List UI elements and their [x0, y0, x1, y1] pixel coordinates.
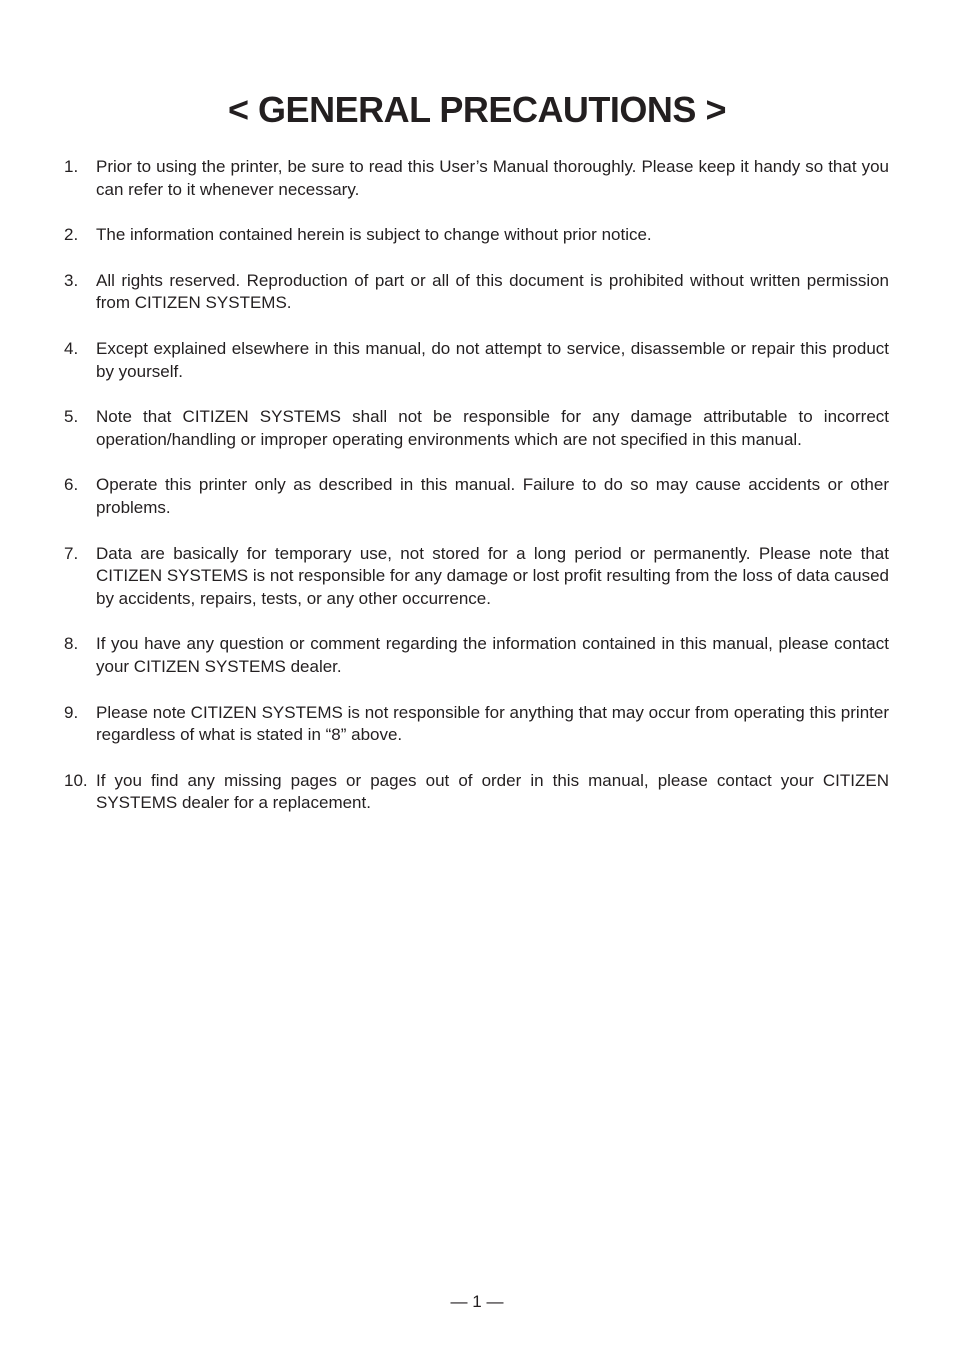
list-item-text: Please note CITIZEN SYSTEMS is not responsible for anything that may occur from operating this printer regardless of what is stated in “8” above. [96, 702, 889, 745]
list-item-number: 6. [64, 475, 79, 495]
list-item-text: If you have any question or comment regarding the information contained in this manual, please contact your CITIZEN SYSTEMS dealer. [96, 634, 889, 676]
list-item-number: 8. [64, 634, 79, 654]
list-item-number: 3. [64, 270, 79, 290]
list-item [64, 270, 889, 315]
list-item-number: 2. [64, 225, 79, 245]
list-item-number: 1. [64, 157, 79, 176]
list-item-number: 9. [64, 702, 79, 722]
list-item [64, 543, 889, 611]
list-item [64, 406, 889, 451]
list-item-number: 5. [64, 407, 79, 427]
precautions-list [64, 156, 889, 838]
list-item [64, 224, 889, 247]
list-item [64, 633, 889, 678]
list-item [64, 474, 889, 519]
list-item-text: Data are basically for temporary use, not stored for a long period or permanently. Please note that CITIZEN SYSTEMS is not responsible for any damage or lost profit resulting from the loss of data caused by accidents, repairs, tests, or any other occurrence. [96, 543, 889, 608]
list-item-text: All rights reserved. Reproduction of part or all of this document is prohibited without written permission from CITIZEN SYSTEMS. [96, 270, 889, 313]
list-item-text: The information contained herein is subject to change without prior notice. [96, 225, 652, 245]
list-item-text: Note that CITIZEN SYSTEMS shall not be responsible for any damage attributable to incorrect operation/handling or improper operating environments which are not specified in this manual. [96, 407, 889, 449]
list-item-text: Operate this printer only as described in this manual. Failure to do so may cause accidents or other problems. [96, 475, 889, 517]
list-item-text: If you find any missing pages or pages out of order in this manual, please contact your CITIZEN SYSTEMS dealer for a replacement. [96, 770, 889, 813]
list-item [64, 770, 889, 815]
list-item [64, 702, 889, 747]
list-item [64, 156, 889, 201]
list-item-number: 7. [64, 543, 79, 563]
list-item-number: 4. [64, 338, 79, 358]
page-title: < GENERAL PRECAUTIONS > [228, 89, 726, 130]
list-item-text: Prior to using the printer, be sure to read this User’s Manual thoroughly. Please keep it handy so that you can refer to it whenever necessary. [96, 157, 889, 199]
list-item-number: 10. [64, 770, 88, 790]
list-item [64, 338, 889, 383]
list-item-text: Except explained elsewhere in this manual, do not attempt to service, disassemble or repair this product by yourself. [96, 338, 889, 381]
page-number: — 1 — [450, 1292, 504, 1311]
